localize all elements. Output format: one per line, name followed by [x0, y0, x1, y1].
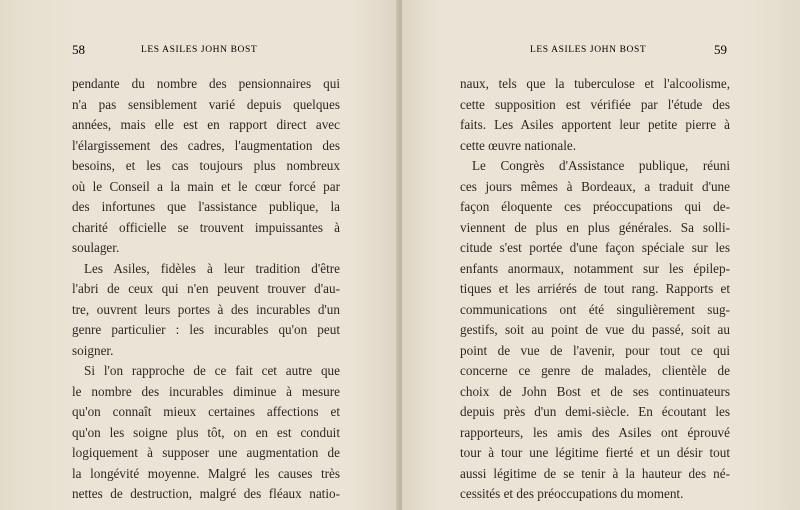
- text-line: enfants anormaux, notamment sur les épilep-: [460, 260, 730, 276]
- running-title: LES ASILES JOHN BOST: [141, 45, 258, 55]
- text-line: Si l'on rapproche de ce fait cet autre que: [84, 363, 340, 378]
- text-line: années, mais elle est en rapport direct avec: [72, 117, 340, 132]
- text-line: logiquement à supposer une augmentation de: [72, 445, 340, 460]
- text-line: tour à tour une légitime fierté et un désir tout: [460, 445, 730, 460]
- text-line: Les Asiles, fidèles à leur tradition d'être: [84, 260, 340, 276]
- right-body-text: [460, 74, 730, 505]
- text-line: cette œuvre nationale.: [460, 137, 577, 153]
- text-line: la longévité moyenne. Malgré les causes très: [72, 465, 340, 481]
- text-line: cette supposition est vérifiée par l'étude des: [460, 96, 730, 112]
- text-line: soigner.: [72, 342, 114, 358]
- text-line: genre particulier : les incurables qu'on peut: [72, 322, 340, 337]
- text-line: point de vue de l'avenir, pour tout ce qui: [460, 342, 730, 358]
- text-line: gestifs, soit au point de vue du passé, soit au: [460, 322, 730, 337]
- text-line: rapporteurs, les amis des Asiles ont éprouvé: [460, 424, 730, 440]
- text-line: l'abri de ceux qui n'en peuvent trouver d'au-: [72, 281, 340, 296]
- text-line: des infortunes que l'assistance publique, la: [72, 199, 340, 214]
- text-line: cessités et des préoccupations du moment.: [460, 486, 684, 501]
- text-line: l'élargissement des cadres, l'augmentation des: [72, 137, 340, 153]
- text-line: nettes de destruction, malgré des fléaux natio-: [72, 486, 340, 501]
- text-line: Le Congrès d'Assistance publique, réuni: [472, 158, 730, 173]
- text-line: aussi légitime de se tenir à la hauteur des né-: [460, 465, 730, 481]
- text-line: le nombre des incurables diminue à mesure: [72, 383, 340, 399]
- page-number: 58: [72, 42, 85, 57]
- text-line: qu'on connaît mieux certaines affections et: [72, 404, 340, 419]
- running-title: LES ASILES JOHN BOST: [530, 45, 647, 55]
- text-line: n'a pas sensiblement varié depuis quelques: [72, 96, 340, 112]
- text-line: naux, tels que la tuberculose et l'alcoolisme,: [460, 76, 730, 91]
- right-page: [402, 0, 800, 510]
- text-line: besoins, et les cas toujours plus nombreux: [72, 158, 340, 173]
- text-line: ces jours mêmes à Bordeaux, a traduit d'une: [460, 178, 730, 194]
- text-line: soulager.: [72, 240, 120, 255]
- text-line: charité officielle se trouvent impuissantes à: [72, 219, 340, 235]
- left-page: [0, 0, 398, 510]
- text-line: concerne ce genre de malades, clientèle de: [460, 363, 730, 378]
- text-line: façon éloquente ces préoccupations qui de-: [460, 199, 730, 214]
- text-line: citude s'est portée d'une façon spéciale sur les: [460, 240, 730, 255]
- text-line: faits. Les Asiles apportent leur petite pierre à: [460, 117, 730, 132]
- text-line: où le Conseil a la main et le cœur forcé par: [72, 178, 340, 194]
- page-number: 59: [714, 42, 727, 57]
- text-line: communications ont été singulièrement sug-: [460, 301, 730, 317]
- text-line: pendante du nombre des pensionnaires qui: [72, 76, 340, 91]
- text-line: tiques et les arriérés de tout rang. Rapports et: [460, 281, 730, 296]
- text-line: depuis près d'un demi-siècle. En écoutant les: [460, 404, 730, 419]
- text-line: viennent de plus en plus générales. Sa solli-: [460, 219, 730, 235]
- text-line: tre, ouvrent leurs portes à des incurables d'un: [72, 301, 340, 317]
- text-line: choix de John Bost et de ses continuateurs: [460, 383, 730, 399]
- text-line: qu'on les soigne plus tôt, on en est conduit: [72, 424, 340, 440]
- left-body-text: [72, 74, 340, 505]
